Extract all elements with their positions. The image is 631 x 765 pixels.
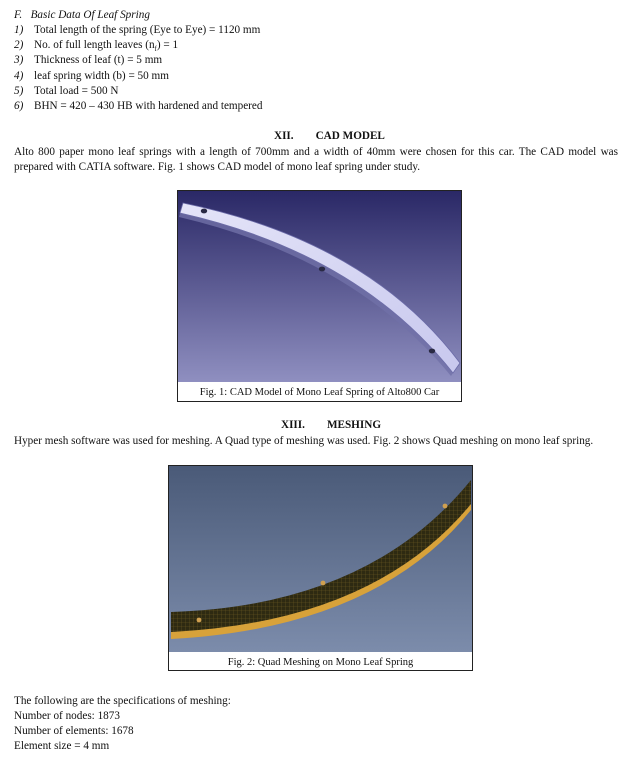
section-xiii-numeral: XIII. <box>281 419 305 431</box>
bolt-hole-icon <box>197 618 202 623</box>
section-xiii-title: MESHING <box>326 419 382 431</box>
figure-1 <box>177 190 462 402</box>
section-xii-numeral: XII. <box>274 130 294 142</box>
bolt-hole-icon <box>201 209 207 214</box>
section-xiii-paragraph: Hyper mesh software was used for meshing. A Quad type of meshing was used. Fig. 2 shows Quad meshing on mono leaf spring. <box>14 435 594 447</box>
section-xii-title: CAD MODEL <box>315 130 385 142</box>
spec-line-elements: Number of elements: 1678 <box>14 725 134 737</box>
section-f-heading <box>14 8 150 23</box>
cad-model-image <box>178 191 461 382</box>
basic-data-list <box>14 23 262 114</box>
section-xiii-heading <box>281 418 381 433</box>
bolt-hole-icon <box>319 267 325 272</box>
list-item: 5) Total load = 500 N <box>14 84 119 97</box>
list-item: 2) No. of full length leaves $(n_f) = 1$ <box>14 39 179 54</box>
specs-intro: The following are the specifications of meshing: <box>14 695 231 707</box>
section-xii-paragraph: Alto 800 paper mono leaf springs with a length of 700mm and a width of 40mm were chosen for this car. The CAD model was prepared with CATIA software. Fig. 1 shows CAD model of mono leaf spring under study. <box>14 146 618 173</box>
section-f-label: F. <box>14 9 23 21</box>
list-item: 4) leaf spring width (b) = 50 mm <box>14 69 169 82</box>
spec-line-nodes: Number of nodes: 1873 <box>14 710 120 722</box>
figure-2-caption: Fig. 2: Quad Meshing on Mono Leaf Spring <box>227 657 414 668</box>
bolt-hole-icon <box>321 581 326 586</box>
quad-mesh-image <box>169 466 472 652</box>
section-xii-heading <box>274 129 385 144</box>
spec-line-element-size: Element size = 4 mm <box>14 740 110 752</box>
bolt-hole-icon <box>443 504 448 509</box>
list-item: 3) Thickness of leaf (t) = 5 mm <box>14 54 163 67</box>
figure-1-caption: Fig. 1: CAD Model of Mono Leaf Spring of Alto800 Car <box>199 387 440 398</box>
list-item: 1) Total length of the spring (Eye to Eye) = 1120 mm <box>14 24 261 36</box>
figure-2 <box>168 465 473 671</box>
bolt-hole-icon <box>429 349 435 354</box>
list-item: 6) BHN = 420 – 430 HB with hardened and tempered <box>14 99 263 112</box>
section-f-title: Basic Data Of Leaf Spring <box>30 9 150 21</box>
